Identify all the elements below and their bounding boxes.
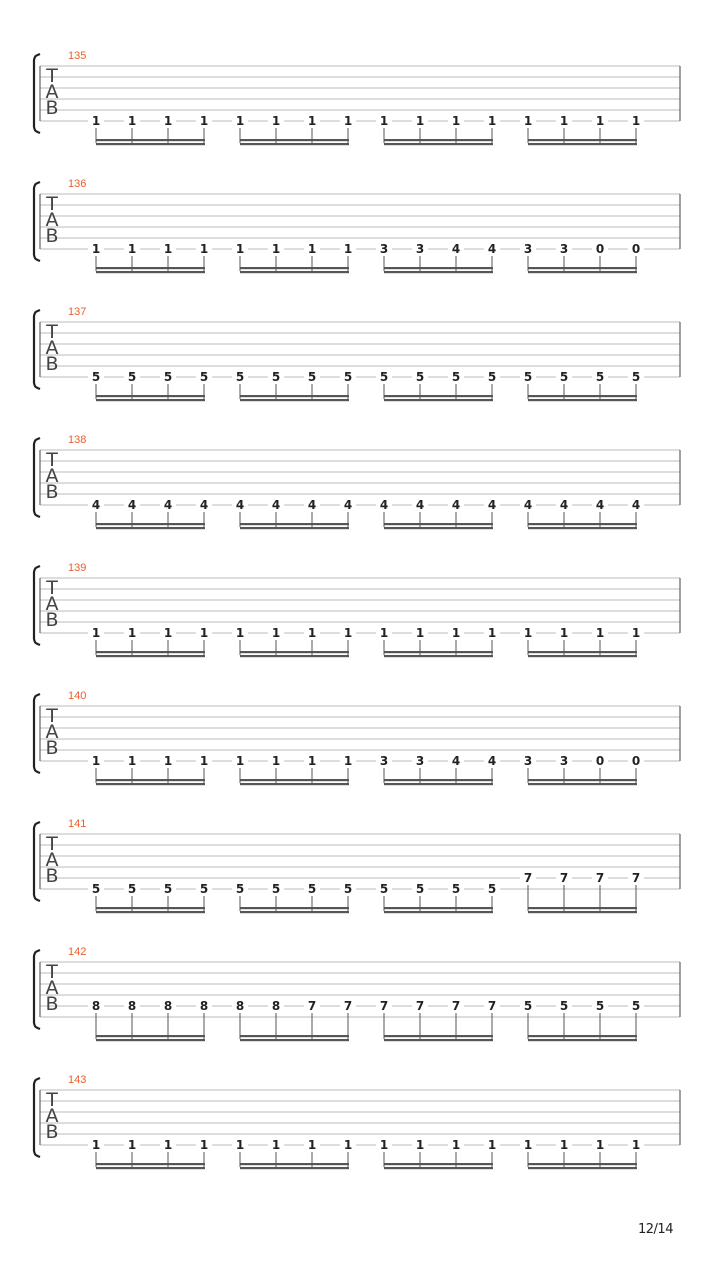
fret-number: 1 xyxy=(592,1139,608,1151)
tab-system xyxy=(0,50,720,186)
note-beam xyxy=(96,395,205,397)
fret-number: 0 xyxy=(628,243,644,255)
fret-number: 1 xyxy=(88,115,104,127)
fret-number: 1 xyxy=(160,755,176,767)
fret-number: 4 xyxy=(592,499,608,511)
measure-number: 139 xyxy=(68,562,87,574)
fret-number: 1 xyxy=(88,243,104,255)
fret-number: 4 xyxy=(556,499,572,511)
system-bracket xyxy=(34,1078,40,1157)
fret-number: 7 xyxy=(412,1000,428,1012)
note-beam xyxy=(528,1163,637,1165)
note-beam xyxy=(96,783,205,785)
tab-clef-letter: A xyxy=(45,81,59,103)
tab-clef-letter: A xyxy=(45,593,59,615)
tab-staff xyxy=(0,570,720,698)
tab-staff xyxy=(0,58,720,186)
note-beam xyxy=(240,1035,349,1037)
fret-number: 1 xyxy=(232,755,248,767)
fret-number: 5 xyxy=(592,371,608,383)
note-beam xyxy=(96,1163,205,1165)
system-bracket xyxy=(34,822,40,901)
note-beam xyxy=(384,271,493,273)
note-beam xyxy=(528,907,637,909)
measure-number: 143 xyxy=(68,1074,87,1086)
note-beam xyxy=(528,143,637,145)
fret-number: 1 xyxy=(232,627,248,639)
tab-clef-letter: B xyxy=(45,97,59,119)
fret-number: 1 xyxy=(124,115,140,127)
fret-number: 1 xyxy=(196,627,212,639)
fret-number: 3 xyxy=(412,755,428,767)
fret-number: 1 xyxy=(520,627,536,639)
note-beam xyxy=(384,911,493,913)
fret-number: 5 xyxy=(412,371,428,383)
tab-clef-letter: T xyxy=(46,577,58,599)
fret-number: 7 xyxy=(376,1000,392,1012)
fret-number: 1 xyxy=(232,1139,248,1151)
note-beam xyxy=(384,399,493,401)
fret-number: 5 xyxy=(232,883,248,895)
fret-number: 1 xyxy=(268,755,284,767)
fret-number: 1 xyxy=(304,755,320,767)
fret-number: 5 xyxy=(124,371,140,383)
fret-number: 5 xyxy=(88,371,104,383)
fret-number: 3 xyxy=(376,243,392,255)
note-beam xyxy=(384,1163,493,1165)
note-beam xyxy=(528,271,637,273)
fret-number: 1 xyxy=(160,1139,176,1151)
fret-number: 5 xyxy=(484,883,500,895)
note-beam xyxy=(528,1039,637,1041)
fret-number: 4 xyxy=(520,499,536,511)
tab-system xyxy=(0,562,720,698)
note-beam xyxy=(96,527,205,529)
tab-clef-letter: B xyxy=(45,481,59,503)
tab-staff xyxy=(0,698,720,826)
system-bracket xyxy=(34,694,40,773)
fret-number: 3 xyxy=(520,243,536,255)
fret-number: 8 xyxy=(268,1000,284,1012)
note-beam xyxy=(96,651,205,653)
system-bracket xyxy=(34,182,40,261)
note-beam xyxy=(96,399,205,401)
fret-number: 4 xyxy=(412,499,428,511)
note-beam xyxy=(96,907,205,909)
note-beam xyxy=(528,655,637,657)
fret-number: 5 xyxy=(160,883,176,895)
measure-number: 136 xyxy=(68,178,87,190)
tab-system xyxy=(0,1074,720,1210)
fret-number: 3 xyxy=(412,243,428,255)
tab-clef-letter: B xyxy=(45,993,59,1015)
note-beam xyxy=(240,779,349,781)
measure-number: 140 xyxy=(68,690,87,702)
tab-staff xyxy=(0,314,720,442)
note-beam xyxy=(240,907,349,909)
note-beam xyxy=(528,1167,637,1169)
note-beam xyxy=(528,395,637,397)
fret-number: 1 xyxy=(628,1139,644,1151)
note-beam xyxy=(96,267,205,269)
fret-number: 5 xyxy=(376,883,392,895)
system-bracket xyxy=(34,950,40,1029)
note-beam xyxy=(240,783,349,785)
fret-number: 5 xyxy=(592,1000,608,1012)
note-beam xyxy=(240,655,349,657)
fret-number: 1 xyxy=(340,115,356,127)
fret-number: 3 xyxy=(556,755,572,767)
tab-clef-letter: A xyxy=(45,1105,59,1127)
fret-number: 7 xyxy=(520,872,536,884)
fret-number: 1 xyxy=(628,115,644,127)
fret-number: 5 xyxy=(556,371,572,383)
fret-number: 1 xyxy=(124,627,140,639)
tab-system xyxy=(0,306,720,442)
fret-number: 1 xyxy=(160,243,176,255)
fret-number: 4 xyxy=(232,499,248,511)
tab-staff xyxy=(0,826,720,954)
tab-clef-letter: A xyxy=(45,209,59,231)
fret-number: 1 xyxy=(484,1139,500,1151)
note-beam xyxy=(96,779,205,781)
fret-number: 1 xyxy=(304,627,320,639)
fret-number: 5 xyxy=(196,371,212,383)
fret-number: 5 xyxy=(448,371,464,383)
note-beam xyxy=(240,1163,349,1165)
system-bracket xyxy=(34,310,40,389)
note-beam xyxy=(96,1035,205,1037)
note-beam xyxy=(384,907,493,909)
note-beam xyxy=(240,527,349,529)
fret-number: 7 xyxy=(340,1000,356,1012)
note-beam xyxy=(528,399,637,401)
fret-number: 1 xyxy=(376,1139,392,1151)
fret-number: 5 xyxy=(448,883,464,895)
fret-number: 5 xyxy=(376,371,392,383)
tab-clef-letter: B xyxy=(45,609,59,631)
fret-number: 4 xyxy=(484,243,500,255)
fret-number: 5 xyxy=(340,883,356,895)
note-beam xyxy=(240,399,349,401)
note-beam xyxy=(96,271,205,273)
fret-number: 1 xyxy=(412,627,428,639)
tab-clef-letter: T xyxy=(46,193,58,215)
fret-number: 1 xyxy=(592,115,608,127)
fret-number: 1 xyxy=(340,627,356,639)
measure-number: 142 xyxy=(68,946,87,958)
fret-number: 1 xyxy=(232,243,248,255)
fret-number: 1 xyxy=(340,755,356,767)
note-beam xyxy=(528,1035,637,1037)
fret-number: 1 xyxy=(376,115,392,127)
fret-number: 5 xyxy=(520,371,536,383)
tab-clef-letter: B xyxy=(45,865,59,887)
fret-number: 4 xyxy=(340,499,356,511)
fret-number: 7 xyxy=(484,1000,500,1012)
fret-number: 1 xyxy=(448,1139,464,1151)
tab-staff xyxy=(0,1082,720,1210)
fret-number: 5 xyxy=(304,883,320,895)
fret-number: 5 xyxy=(196,883,212,895)
fret-number: 3 xyxy=(376,755,392,767)
fret-number: 1 xyxy=(556,115,572,127)
note-beam xyxy=(96,139,205,141)
fret-number: 7 xyxy=(592,872,608,884)
fret-number: 5 xyxy=(268,883,284,895)
note-beam xyxy=(96,911,205,913)
tab-system xyxy=(0,946,720,1082)
tab-staff xyxy=(0,954,720,1082)
tab-clef-letter: A xyxy=(45,849,59,871)
fret-number: 7 xyxy=(304,1000,320,1012)
fret-number: 5 xyxy=(268,371,284,383)
fret-number: 0 xyxy=(592,755,608,767)
fret-number: 5 xyxy=(484,371,500,383)
fret-number: 1 xyxy=(268,627,284,639)
tab-clef-letter: T xyxy=(46,1089,58,1111)
note-beam xyxy=(384,143,493,145)
fret-number: 1 xyxy=(196,1139,212,1151)
tab-clef-letter: B xyxy=(45,737,59,759)
fret-number: 1 xyxy=(88,755,104,767)
fret-number: 1 xyxy=(304,1139,320,1151)
tab-system xyxy=(0,690,720,826)
fret-number: 1 xyxy=(232,115,248,127)
fret-number: 1 xyxy=(592,627,608,639)
fret-number: 8 xyxy=(88,1000,104,1012)
fret-number: 1 xyxy=(448,627,464,639)
note-beam xyxy=(96,655,205,657)
fret-number: 4 xyxy=(448,243,464,255)
tab-system xyxy=(0,434,720,570)
fret-number: 1 xyxy=(160,627,176,639)
note-beam xyxy=(384,527,493,529)
fret-number: 5 xyxy=(340,371,356,383)
tab-clef-letter: T xyxy=(46,449,58,471)
fret-number: 5 xyxy=(628,371,644,383)
tab-clef-letter: T xyxy=(46,321,58,343)
note-beam xyxy=(240,395,349,397)
fret-number: 4 xyxy=(160,499,176,511)
page-number: 12/14 xyxy=(638,1222,673,1237)
system-bracket xyxy=(34,54,40,133)
fret-number: 1 xyxy=(412,1139,428,1151)
fret-number: 8 xyxy=(160,1000,176,1012)
note-beam xyxy=(384,779,493,781)
fret-number: 8 xyxy=(124,1000,140,1012)
note-beam xyxy=(240,267,349,269)
fret-number: 4 xyxy=(196,499,212,511)
fret-number: 4 xyxy=(448,755,464,767)
fret-number: 4 xyxy=(124,499,140,511)
fret-number: 5 xyxy=(412,883,428,895)
fret-number: 4 xyxy=(484,755,500,767)
fret-number: 1 xyxy=(484,115,500,127)
system-bracket xyxy=(34,438,40,517)
fret-number: 5 xyxy=(520,1000,536,1012)
fret-number: 8 xyxy=(196,1000,212,1012)
tab-clef-letter: T xyxy=(46,65,58,87)
note-beam xyxy=(240,911,349,913)
fret-number: 1 xyxy=(196,755,212,767)
note-beam xyxy=(384,395,493,397)
fret-number: 4 xyxy=(448,499,464,511)
note-beam xyxy=(240,1039,349,1041)
tab-clef-letter: B xyxy=(45,353,59,375)
tab-clef-letter: A xyxy=(45,721,59,743)
fret-number: 4 xyxy=(628,499,644,511)
fret-number: 4 xyxy=(304,499,320,511)
note-beam xyxy=(240,271,349,273)
tab-clef-letter: A xyxy=(45,977,59,999)
fret-number: 5 xyxy=(304,371,320,383)
fret-number: 7 xyxy=(556,872,572,884)
tab-system xyxy=(0,178,720,314)
note-beam xyxy=(528,267,637,269)
note-beam xyxy=(384,651,493,653)
tab-clef-letter: T xyxy=(46,961,58,983)
fret-number: 5 xyxy=(88,883,104,895)
fret-number: 1 xyxy=(412,115,428,127)
fret-number: 1 xyxy=(124,243,140,255)
fret-number: 5 xyxy=(124,883,140,895)
fret-number: 4 xyxy=(88,499,104,511)
fret-number: 1 xyxy=(268,243,284,255)
tab-clef-letter: B xyxy=(45,225,59,247)
fret-number: 1 xyxy=(304,115,320,127)
note-beam xyxy=(528,783,637,785)
fret-number: 1 xyxy=(340,243,356,255)
fret-number: 1 xyxy=(628,627,644,639)
note-beam xyxy=(384,267,493,269)
fret-number: 3 xyxy=(520,755,536,767)
note-beam xyxy=(384,523,493,525)
note-beam xyxy=(96,143,205,145)
fret-number: 7 xyxy=(628,872,644,884)
fret-number: 1 xyxy=(520,1139,536,1151)
fret-number: 4 xyxy=(484,499,500,511)
fret-number: 1 xyxy=(340,1139,356,1151)
fret-number: 4 xyxy=(268,499,284,511)
fret-number: 1 xyxy=(88,1139,104,1151)
fret-number: 1 xyxy=(268,115,284,127)
fret-number: 8 xyxy=(232,1000,248,1012)
note-beam xyxy=(528,651,637,653)
measure-number: 138 xyxy=(68,434,87,446)
fret-number: 1 xyxy=(124,1139,140,1151)
tab-clef-letter: A xyxy=(45,337,59,359)
fret-number: 1 xyxy=(376,627,392,639)
note-beam xyxy=(384,655,493,657)
note-beam xyxy=(528,139,637,141)
note-beam xyxy=(384,1039,493,1041)
note-beam xyxy=(384,1167,493,1169)
note-beam xyxy=(528,779,637,781)
fret-number: 1 xyxy=(304,243,320,255)
measure-number: 141 xyxy=(68,818,87,830)
fret-number: 1 xyxy=(556,627,572,639)
fret-number: 1 xyxy=(484,627,500,639)
fret-number: 5 xyxy=(556,1000,572,1012)
tab-system xyxy=(0,818,720,954)
tab-staff xyxy=(0,442,720,570)
fret-number: 0 xyxy=(628,755,644,767)
fret-number: 0 xyxy=(592,243,608,255)
fret-number: 1 xyxy=(268,1139,284,1151)
tab-clef-letter: A xyxy=(45,465,59,487)
fret-number: 5 xyxy=(628,1000,644,1012)
note-beam xyxy=(240,523,349,525)
measure-number: 135 xyxy=(68,50,87,62)
fret-number: 1 xyxy=(556,1139,572,1151)
fret-number: 7 xyxy=(448,1000,464,1012)
note-beam xyxy=(528,911,637,913)
fret-number: 1 xyxy=(196,243,212,255)
fret-number: 1 xyxy=(520,115,536,127)
note-beam xyxy=(384,783,493,785)
note-beam xyxy=(240,1167,349,1169)
note-beam xyxy=(96,523,205,525)
fret-number: 3 xyxy=(556,243,572,255)
fret-number: 1 xyxy=(160,115,176,127)
fret-number: 1 xyxy=(88,627,104,639)
tab-clef-letter: T xyxy=(46,833,58,855)
fret-number: 5 xyxy=(160,371,176,383)
system-bracket xyxy=(34,566,40,645)
fret-number: 1 xyxy=(196,115,212,127)
fret-number: 1 xyxy=(448,115,464,127)
note-beam xyxy=(96,1039,205,1041)
note-beam xyxy=(528,527,637,529)
note-beam xyxy=(240,143,349,145)
note-beam xyxy=(240,139,349,141)
fret-number: 4 xyxy=(376,499,392,511)
measure-number: 137 xyxy=(68,306,87,318)
note-beam xyxy=(240,651,349,653)
tab-staff xyxy=(0,186,720,314)
fret-number: 5 xyxy=(232,371,248,383)
note-beam xyxy=(384,1035,493,1037)
tab-clef-letter: B xyxy=(45,1121,59,1143)
note-beam xyxy=(528,523,637,525)
note-beam xyxy=(96,1167,205,1169)
tab-clef-letter: T xyxy=(46,705,58,727)
fret-number: 1 xyxy=(124,755,140,767)
note-beam xyxy=(384,139,493,141)
